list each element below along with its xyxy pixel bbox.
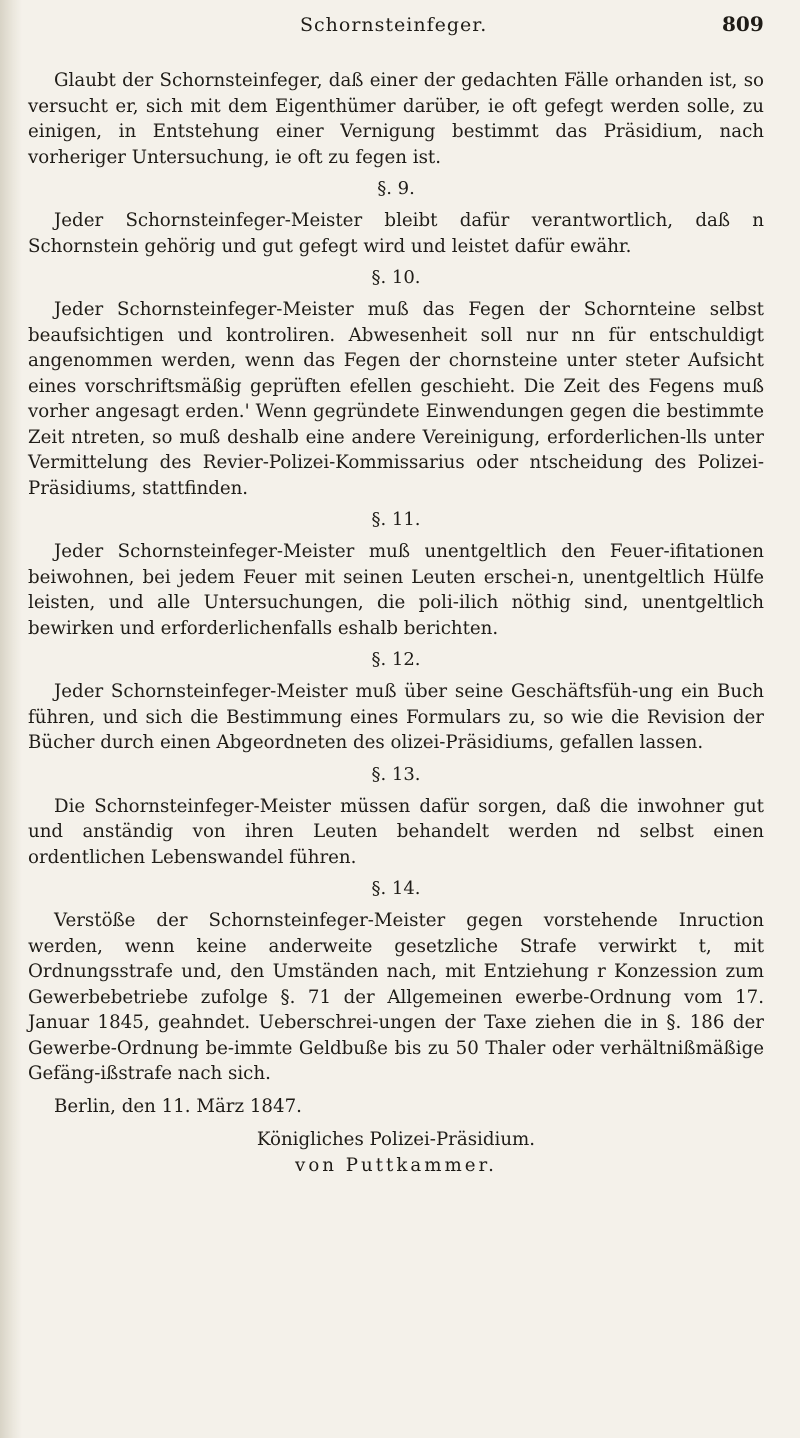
signatory-name: von Puttkammer.: [295, 1154, 497, 1176]
section-heading-11: §. 11.: [371, 509, 421, 530]
document-body: [28, 68, 764, 1178]
section-heading-14: §. 14.: [371, 878, 421, 899]
section-heading-10: §. 10.: [371, 267, 421, 288]
issuing-authority: Königliches Polizei-Präsidium.: [256, 1129, 536, 1150]
paragraph-section-10: Jeder Schornsteinfeger-Meister muß das Fegen der Schornteine selbst beaufsichtigen und kontroliren. Abwesenheit soll nur nn für entschuldigt angenommen werden, wenn das Fegen der chornsteine unter steter Aufsicht eines vorschriftsmäßig geprüften efellen geschieht. Die Zeit des Fegens muß vorher angesagt erden.' Wenn gegründete Einwendungen gegen die bestimmte Zeit ntreten, so muß deshalb eine andere Vereinigung, erforderlichen-lls unter Vermittelung des Revier-Polizei-Kommissarius oder ntscheidung des Polizei-Präsidiums, stattfinden.: [28, 299, 764, 499]
section-heading-9: §. 9.: [377, 178, 415, 199]
paragraph-intro: Glaubt der Schornsteinfeger, daß einer der gedachten Fälle orhanden ist, so versucht er, sich mit dem Eigenthümer darüber, ie oft gefegt werden solle, zu einigen, in Entstehung einer Vernigung bestimmt das Präsidium, nach vorheriger Untersuchung, ie oft zu fegen ist.: [28, 70, 764, 168]
paragraph-section-11: Jeder Schornsteinfeger-Meister muß unentgeltlich den Feuer-ifitationen beiwohnen, bei jedem Feuer mit seinen Leuten erschei-n, unentgeltlich Hülfe leisten, und alle Untersuchungen, die poli-ilich nöthig sind, unentgeltlich bewirken und erforderlichenfalls eshalb berichten.: [28, 541, 764, 639]
binding-gutter: [0, 0, 22, 1438]
running-title: Schornsteinfeger.: [300, 14, 488, 36]
paragraph-section-13: Die Schornsteinfeger-Meister müssen dafür sorgen, daß die inwohner gut und anständig von ihren Leuten behandelt werden nd selbst einen ordentlichen Lebenswandel führen.: [28, 795, 764, 868]
paragraph-section-14: Verstöße der Schornsteinfeger-Meister gegen vorstehende Inruction werden, wenn keine anderweite gesetzliche Strafe verwirkt t, mit Ordnungsstrafe und, den Umständen nach, mit Entziehung r Konzession zum Gewerbebetriebe zufolge §. 71 der Allgemeinen ewerbe-Ordnung vom 17. Januar 1845, geahndet. Ueberschrei-ungen der Taxe ziehen die in §. 186 der Gewerbe-Ordnung be-immte Geldbuße bis zu 50 Thaler oder verhältnißmäßige Gefäng-ißstrafe nach sich.: [28, 910, 764, 1084]
section-heading-13: §. 13.: [371, 763, 421, 785]
page-number: 809: [722, 12, 764, 36]
paragraph-section-9: Jeder Schornsteinfeger-Meister bleibt dafür verantwortlich, daß n Schornstein gehörig und gut gefegt wird und leistet dafür ewähr.: [28, 210, 764, 257]
section-heading-12: §. 12.: [371, 649, 421, 670]
date-line: Berlin, den 11. März 1847.: [54, 1095, 302, 1117]
paragraph-section-12: Jeder Schornsteinfeger-Meister muß über seine Geschäftsfüh-ung ein Buch führen, und sich die Bestimmung eines Formulars zu, so wie die Revision der Bücher durch einen Abgeordneten des olizei-Präsidiums, gefallen lassen.: [28, 681, 764, 753]
